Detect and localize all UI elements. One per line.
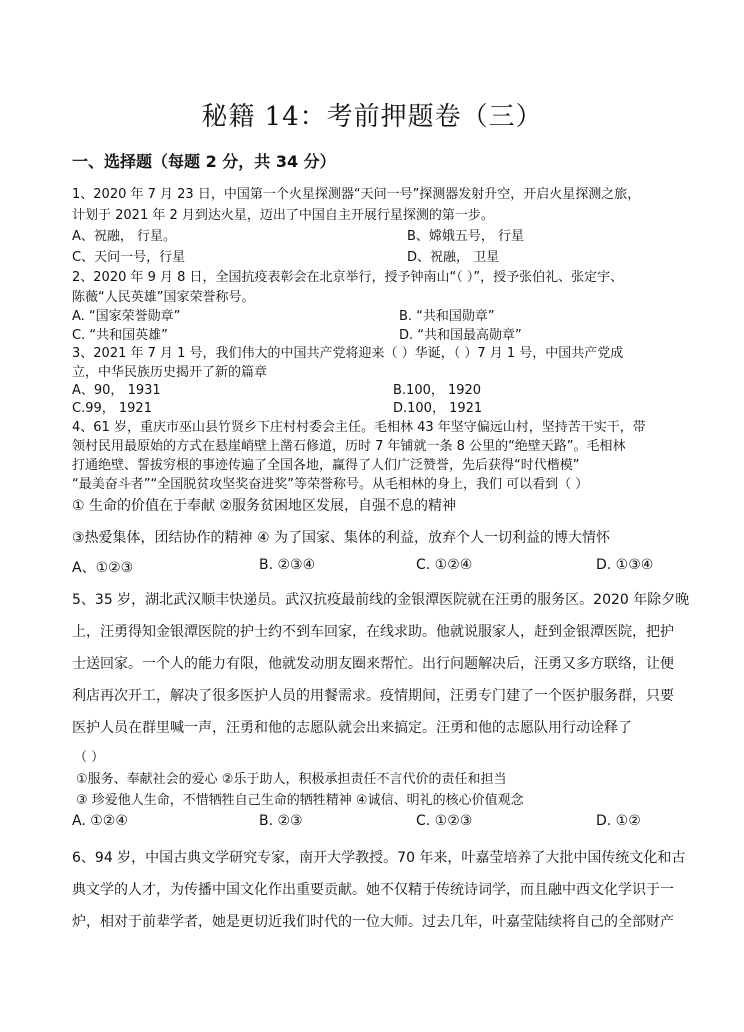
- q3-option-b: B.100， 1920: [393, 383, 482, 398]
- q4-statements-line-1: ① 生命的价值在于奉献 ②服务贫困地区发展，自强不息的精神: [72, 498, 457, 514]
- q5-option-c: C. ①②③: [416, 813, 473, 829]
- q1-stem-line-2: 计划于 2021 年 2 月到达火星，迈出了中国自主开展行星探测的第一步。: [72, 208, 494, 223]
- q5-statements-line-2: ③ 珍爱他人生命，不惜牺牲自己生命的牺牲精神 ④诚信、明礼的核心价值观念: [76, 793, 524, 808]
- q6-stem-line-3: 炉，相对于前辈学者，她是更切近我们时代的一位大师。过去几年，叶嘉莹陆续将自己的全部财产: [72, 914, 674, 930]
- q3-stem-line-2: 立，中华民族历史揭开了新的篇章: [72, 365, 268, 380]
- q2-option-b: B. “共和国勋章”: [399, 309, 495, 324]
- q5-stem-line-2: 上，汪勇得知金银潭医院的护士约不到车回家，在线求助。他就说服家人，赶到金银潭医院，把护: [72, 624, 674, 640]
- q2-option-d: D. “共和国最高勋章”: [399, 328, 522, 343]
- q5-stem-line-1: 5、35 岁，湖北武汉顺丰快递员。武汉抗疫最前线的金银潭医院就在汪勇的服务区。2020 年除夕晚: [72, 592, 690, 608]
- q5-stem-line-4: 利店再次开工，解决了很多医护人员的用餐需求。疫情期间，汪勇专门建了一个医护服务群，只要: [72, 688, 674, 704]
- q5-stem-line-3: 士送回家。一个人的能力有限，他就发动朋友圈来帮忙。出行问题解决后，汪勇又多方联络，让便: [72, 656, 674, 672]
- q6-stem-line-2: 典文学的人才，为传播中国文化作出重要贡献。她不仅精于传统诗词学，而且融中西文化学识于一: [72, 882, 674, 898]
- q4-option-d: D. ①③④: [596, 557, 654, 573]
- q3-stem-line-1: 3、2021 年 7 月 1 号，我们伟大的中国共产党将迎来（ ）华诞，（ ）7 月 1 号，中国共产党成: [72, 346, 624, 361]
- q5-option-b: B. ②③: [259, 813, 303, 829]
- q4-stem-line-1: 4、61 岁，重庆市巫山县竹贤乡下庄村村委会主任。毛相林 43 年坚守偏远山村，坚持苦干实干，带: [72, 420, 646, 435]
- q2-option-c: C. “共和国英雄”: [72, 328, 168, 343]
- page-title: 秘籍 14：考前押题卷（三）: [201, 102, 543, 132]
- q3-option-d: D.100， 1921: [393, 401, 483, 416]
- q4-statements-line-2: ③热爱集体，团结协作的精神 ④ 为了国家、集体的利益，放弃个人一切利益的博大情怀: [72, 530, 610, 546]
- q5-option-d: D. ①②: [596, 813, 641, 829]
- q4-option-c: C. ①②④: [416, 557, 473, 573]
- q5-stem-line-6: （ ）: [74, 750, 105, 765]
- q1-option-d: D、祝融， 卫星: [407, 250, 500, 265]
- q1-stem-line-1: 1、2020 年 7 月 23 日，中国第一个火星探测器“天问一号”探测器发射升空，开启火星探测之旅，: [72, 187, 641, 202]
- q4-option-a: A、①②③: [72, 560, 134, 576]
- q2-stem-line-2: 陈薇“人民英雄”国家荣誉称号。: [72, 290, 255, 305]
- q5-stem-line-5: 医护人员在群里喊一声，汪勇和他的志愿队就会出来搞定。汪勇和他的志愿队用行动诠释了: [72, 720, 632, 736]
- q3-option-a: A、90， 1931: [72, 383, 161, 398]
- q2-option-a: A. “国家荣誉勋章”: [72, 309, 181, 324]
- q4-option-b: B. ②③④: [259, 557, 316, 573]
- q5-statements-line-1: ①服务、奉献社会的爱心 ②乐于助人，积极承担责任不言代价的责任和担当: [76, 772, 507, 787]
- q4-stem-line-2: 领村民用最原始的方式在悬崖峭壁上凿石修道，历时 7 年铺就一条 8 公里的“绝壁天路”。毛相林: [72, 439, 626, 454]
- q4-stem-line-4: “最美奋斗者”“全国脱贫攻坚奖奋进奖”等荣誉称号。从毛相林的身上，我们 可以看到（ ）: [72, 477, 589, 492]
- q2-stem-line-1: 2、2020 年 9 月 8 日，全国抗疫表彰会在北京举行，授予钟南山“（ ）”，授予张伯礼、张定宇、: [72, 270, 624, 285]
- q6-stem-line-1: 6、94 岁，中国古典文学研究专家，南开大学教授。70 年来，叶嘉莹培养了大批中国传统文化和古: [72, 850, 686, 866]
- section-heading: 一、选择题（每题 2 分，共 34 分）: [72, 152, 336, 171]
- q1-option-c: C、天问一号，行星: [72, 250, 186, 265]
- q1-option-a: A、祝融， 行星。: [72, 229, 177, 244]
- q1-option-b: B、嫦娥五号， 行星: [407, 229, 525, 244]
- q4-stem-line-3: 打通绝壁、誓拔穷根的事迹传遍了全国各地，赢得了人们广泛赞誉，先后获得“时代楷模”: [72, 458, 580, 473]
- q3-option-c: C.99， 1921: [72, 401, 152, 416]
- q5-option-a: A. ①②④: [72, 813, 128, 829]
